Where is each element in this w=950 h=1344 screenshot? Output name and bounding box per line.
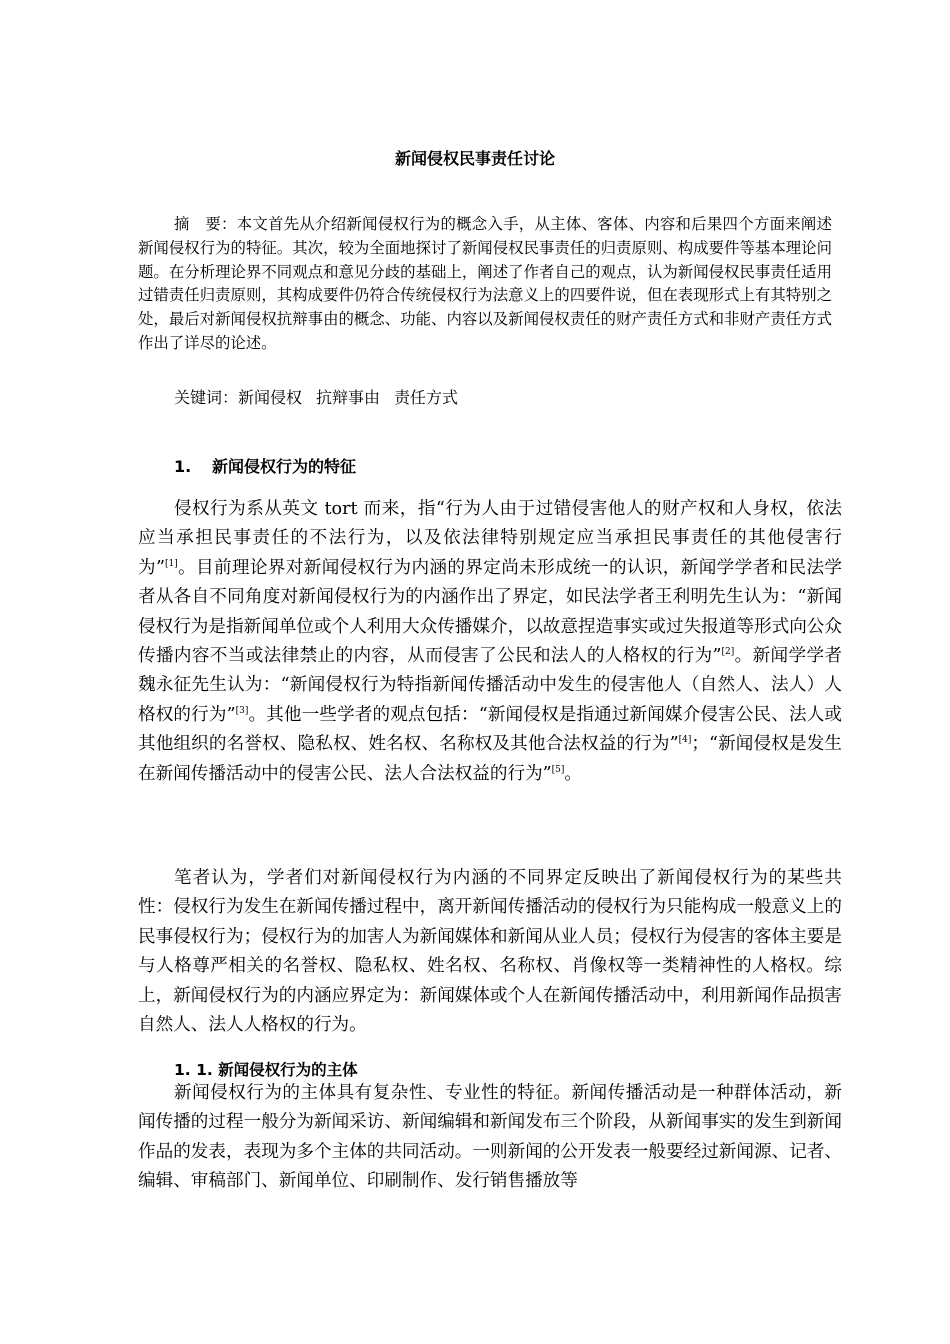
paragraph-text: 。其他一些学者的观点包括：“新闻侵权是指通过新闻媒介侵害公民、法人或其他组织的名誉权、隐私权、姓名权、名称权及其他合法权益的行为”: [138, 704, 843, 755]
body-paragraph: 笔者认为，学者们对新闻侵权行为内涵的不同界定反映出了新闻侵权行为的某些共性：侵权行为发生在新闻传播过程中，离开新闻传播活动的侵权行为只能构成一般意义上的民事侵权行为；侵权行为的加害人为新闻媒体和新闻从业人员；侵权行为侵害的客体主要是与人格尊严相关的名誉权、隐私权、姓名权、名称权、肖像权等一类精神性的人格权。综上，新闻侵权行为的内涵应界定为：新闻媒体或个人在新闻传播活动中，利用新闻作品损害自然人、法人人格权的行为。: [138, 868, 842, 1036]
section-number: 1.: [174, 457, 192, 476]
body-paragraph: 新闻侵权行为的主体具有复杂性、专业性的特征。新闻传播活动是一种群体活动，新闻传播的过程一般分为新闻采访、新闻编辑和新闻发布三个阶段，从新闻事实的发生到新闻作品的发表，表现为多个主体的共同活动。一则新闻的公开发表一般要经过新闻源、记者、编辑、审稿部门、新闻单位、印刷制作、发行销售播放等: [138, 1083, 842, 1192]
section-heading: [174, 455, 356, 479]
citation-ref: [4]: [678, 735, 692, 746]
subsection-heading: 1. 1. 新闻侵权行为的主体: [174, 1061, 358, 1079]
citation-ref: [2]: [721, 647, 735, 658]
paragraph-text: 。: [564, 763, 583, 784]
citation-ref: [5]: [551, 764, 565, 775]
keyword-item: 责任方式: [394, 388, 459, 407]
section-title: 新闻侵权行为的特征: [212, 457, 357, 476]
keyword-item: 抗辩事由: [316, 388, 381, 407]
keywords-label: 关键词：: [174, 388, 239, 407]
paragraph-text: 。目前理论界对新闻侵权行为内涵的界定尚未形成统一的认识，新闻学学者和民法学者从各自不同角度对新闻侵权行为的内涵作出了界定，如民法学者王利明先生认为：“新闻侵权行为是指新闻单位或个人利用大众传播媒介，以故意捏造事实或过失报道等形式向公众传播内容不当或法律禁止的内容，从而侵害了公民和法人的人格权的行为”: [138, 557, 842, 667]
keywords-line: [138, 386, 832, 410]
paragraph-text: 。新闻学学者魏永征先生认为：“新闻侵权行为特指新闻传播活动中发生的侵害他人（自然人、法人）人格权的行为”: [138, 646, 842, 725]
paragraph-text: 侵权行为系从英文 tort 而来，指“行为人由于过错侵害他人的财产权和人身权，依法应当承担民事责任的不法行为，以及依法律特别规定应当承担民事责任的其他侵害行为”: [138, 499, 842, 578]
citation-ref: [1]: [164, 558, 178, 569]
citation-ref: [3]: [235, 705, 249, 716]
keyword-item: 新闻侵权: [238, 388, 303, 407]
document-title: 新闻侵权民事责任讨论: [394, 149, 555, 168]
body-paragraph: [138, 495, 842, 789]
abstract-paragraph: 摘 要：本文首先从介绍新闻侵权行为的概念入手，从主体、客体、内容和后果四个方面来阐述新闻侵权行为的特征。其次，较为全面地探讨了新闻侵权民事责任的归责原则、构成要件等基本理论问题。在分析理论界不同观点和意见分歧的基础上，阐述了作者自己的观点，认为新闻侵权民事责任适用过错责任归责原则，其构成要件仍符合传统侵权行为法意义上的四要件说，但在表现形式上有其特别之处，最后对新闻侵权抗辩事由的概念、功能、内容以及新闻侵权责任的财产责任方式和非财产责任方式作出了详尽的论述。: [138, 215, 832, 352]
paragraph-text: ；“新闻侵权是发生在新闻传播活动中的侵害公民、法人合法权益的行为”: [138, 734, 843, 784]
